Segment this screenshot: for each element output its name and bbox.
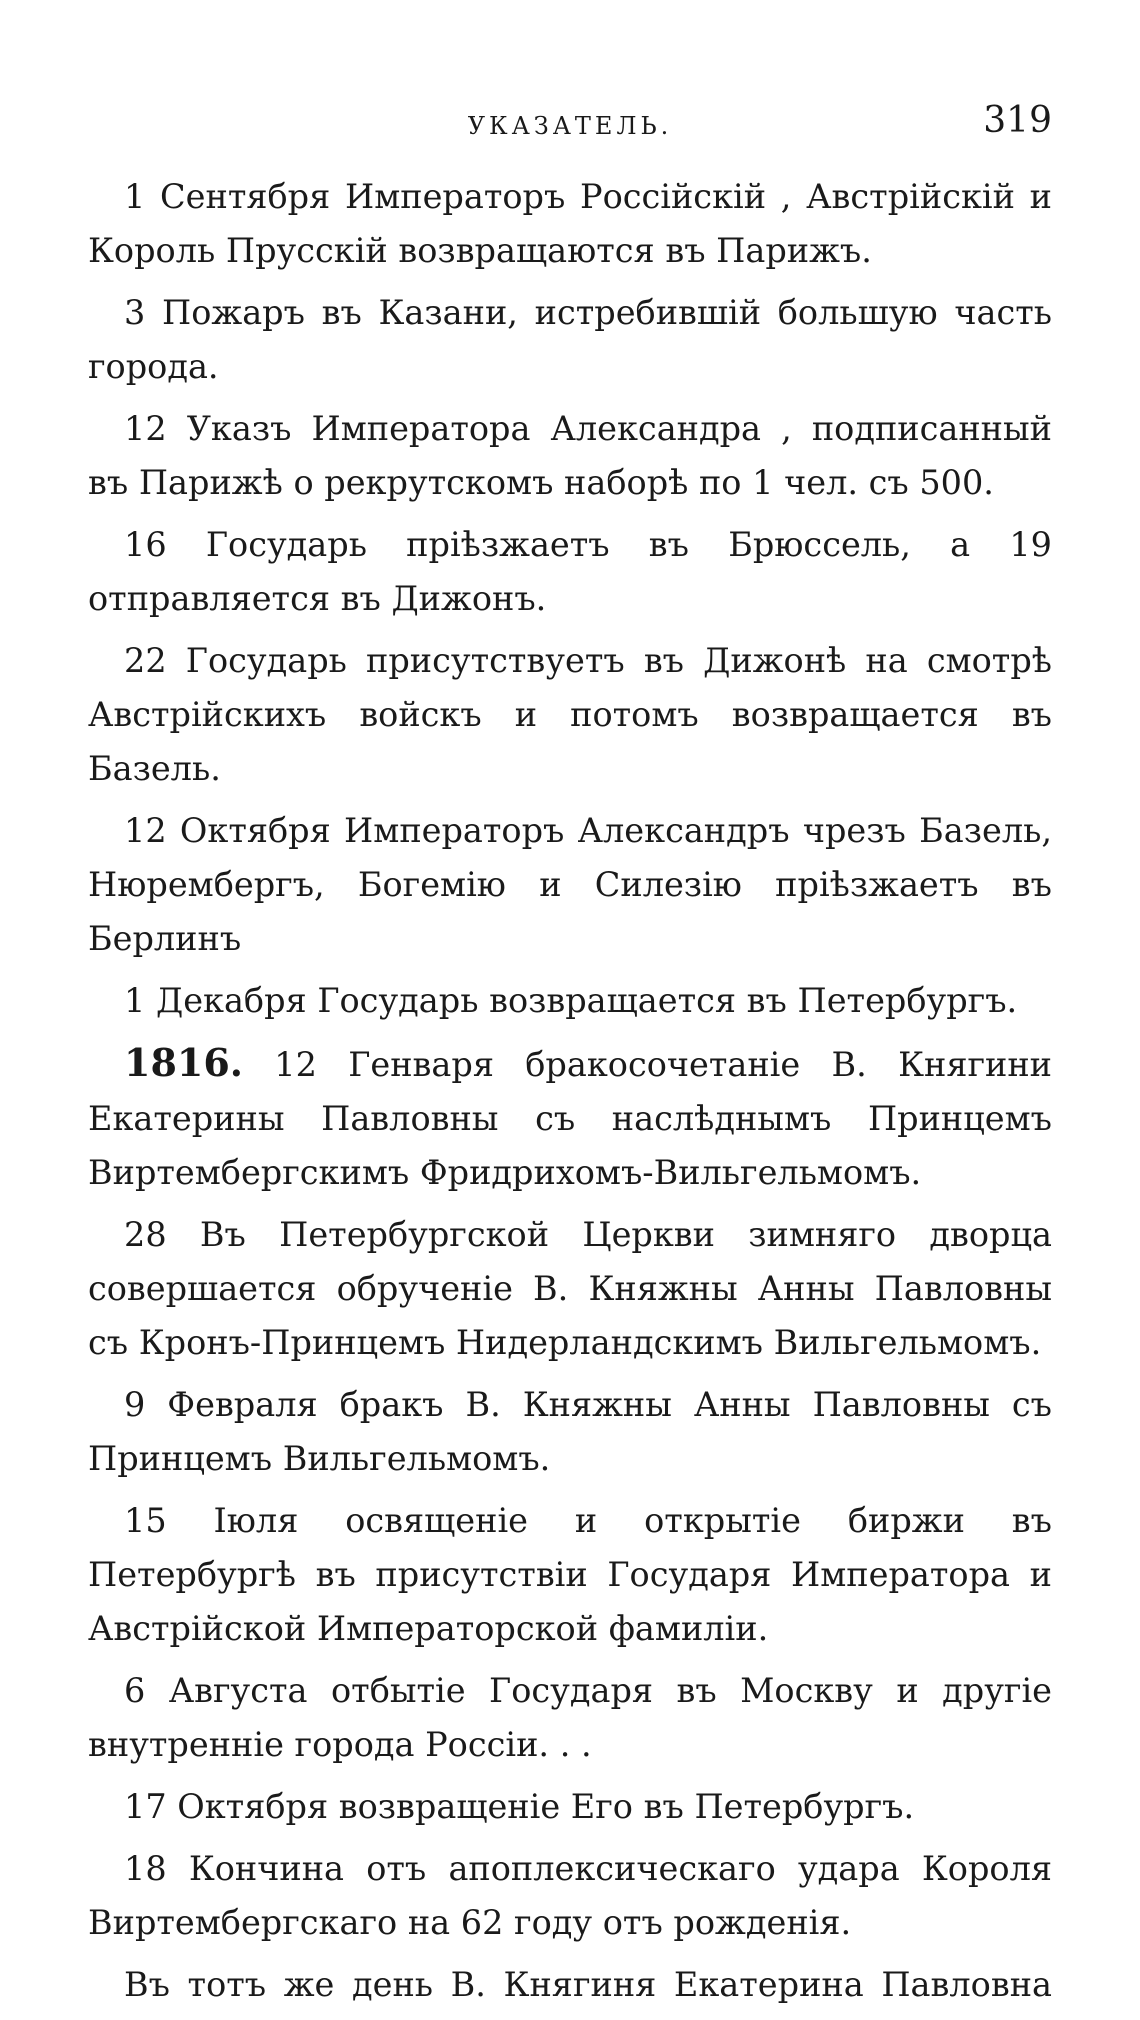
entry-sept-22: 22 Государь присутствуетъ въ Дижонѣ на смотрѣ Австрійскихъ войскъ и потомъ возвращается въ Базель. <box>88 641 1052 788</box>
entry-feb-9: 9 Февраля бракъ В. Княжны Анны Павловны съ Принцемъ Вильгельмомъ. <box>88 1385 1052 1478</box>
entry-aug-6: 6 Августа отбытіе Государя въ Москву и другіе внутренніе города Россіи. . . <box>88 1671 1052 1764</box>
entry-oct-12: 12 Октября Императоръ Александръ чрезъ Базель, Нюрембергъ, Богемію и Силезію пріѣзжаетъ въ Берлинъ <box>88 811 1052 958</box>
entry-dec-1: 1 Декабря Государь возвращается въ Петербургъ. <box>124 981 1018 1020</box>
year-heading: 1816. <box>124 1040 243 1085</box>
running-title: УКАЗАТЕЛЬ. <box>467 112 673 140</box>
running-head <box>88 100 1052 140</box>
entry-sept-1: 1 Сентября Императоръ Россійскій , Австрійскій и Король Прусскій возвращаются въ Парижъ. <box>88 177 1052 270</box>
entry-oct-17: 17 Октября возвращеніе Его въ Петербургъ. <box>124 1787 915 1826</box>
entry-year-1816 <box>88 1036 1052 1200</box>
entry-sept-3: 3 Пожаръ въ Казани, истребившій большую часть города. <box>88 293 1052 386</box>
year-entry-text: 12 Генваря бракосочетаніе В. Княгини Екатерины Павловны съ наслѣднымъ Принцемъ Виртембергскимъ Фридрихомъ-Вильгельмомъ. <box>88 1045 1052 1192</box>
body-text <box>88 170 1052 2020</box>
page-number: 319 <box>983 100 1052 141</box>
entry-sept-12: 12 Указъ Императора Александра , подписанный въ Парижѣ о рекрутскомъ наборѣ по 1 чел. съ 500. <box>88 409 1052 502</box>
entry-jan-28: 28 Въ Петербургской Церкви зимняго дворца совершается обрученіе В. Княжны Анны Павловны съ Кронъ-Принцемъ Нидерландскимъ Вильгельмомъ. <box>88 1215 1052 1362</box>
entry-jul-15: 15 Іюля освященіе и открытіе биржи въ Петербургѣ въ присутствіи Государя Императора и Австрійской Императорской фамиліи. <box>88 1501 1052 1648</box>
entry-oct-18: 18 Кончина отъ апоплексическаго удара Короля Виртембергскаго на 62 году отъ рожденія. <box>88 1849 1052 1942</box>
entry-sept-16: 16 Государь пріѣзжаетъ въ Брюссель, а 19 отправляется въ Дижонъ. <box>88 525 1052 618</box>
entry-same-day: Въ тотъ же день В. Княгиня Екатерина Павловна <box>124 1965 1052 2004</box>
